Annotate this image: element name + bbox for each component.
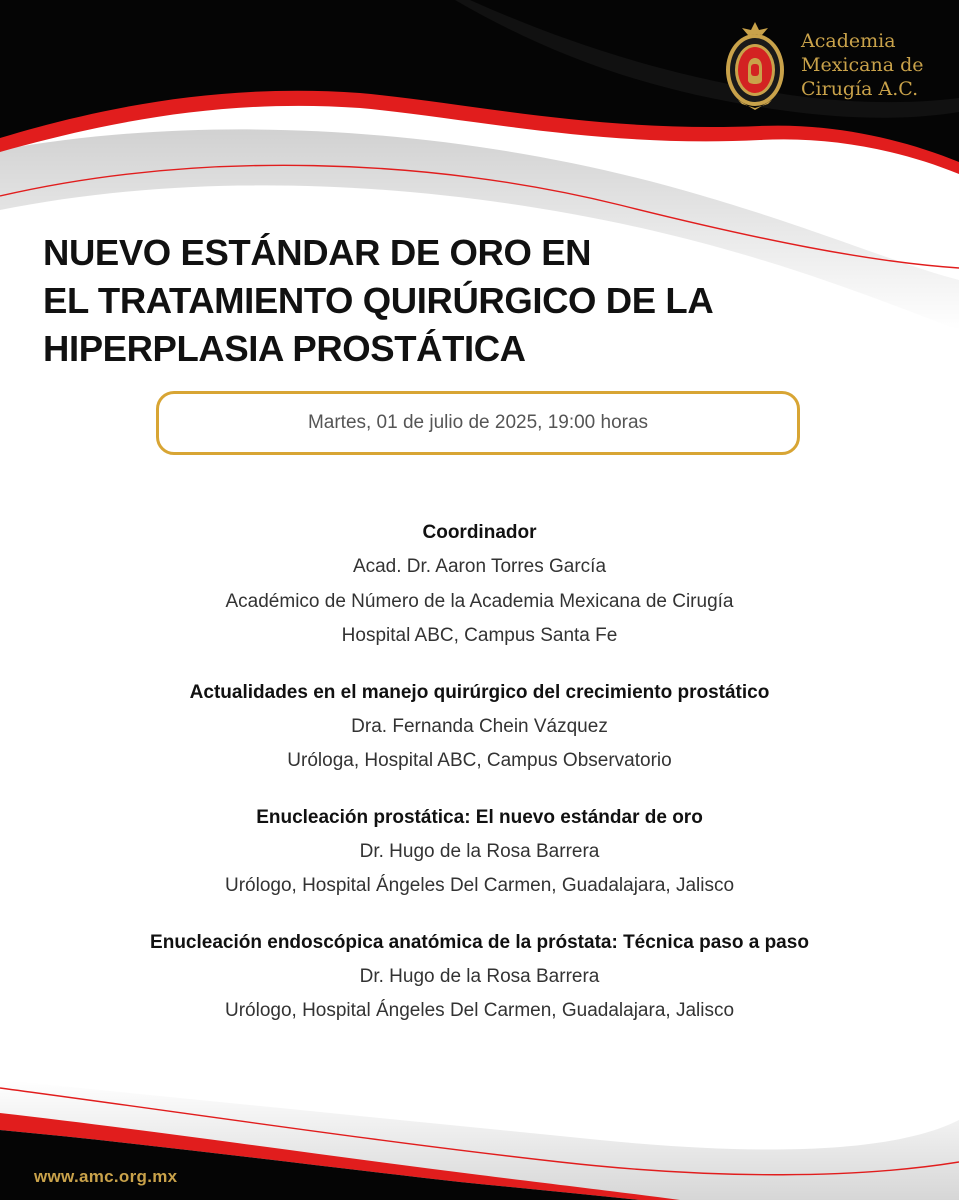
program-heading: Coordinador xyxy=(422,522,537,543)
academy-name-line: Mexicana de xyxy=(801,54,924,76)
event-date: Martes, 01 de julio de 2025, 19:00 horas xyxy=(307,412,649,433)
program-line: Urólogo, Hospital Ángeles Del Carmen, Guadalajara, Jalisco xyxy=(224,1000,735,1021)
program-heading: Actualidades en el manejo quirúrgico del crecimiento prostático xyxy=(189,681,770,703)
title-line: EL TRATAMIENTO QUIRÚRGICO DE LA xyxy=(43,280,714,321)
program-line: Académico de Número de la Academia Mexicana de Cirugía xyxy=(225,590,734,612)
program-list xyxy=(40,516,919,1051)
program-block-talk xyxy=(40,676,919,779)
title-line: NUEVO ESTÁNDAR DE ORO EN xyxy=(43,232,592,273)
program-line: Hospital ABC, Campus Santa Fe xyxy=(341,625,618,646)
program-line: Urólogo, Hospital Ángeles Del Carmen, Guadalajara, Jalisco xyxy=(224,875,735,896)
program-block-talk xyxy=(40,926,919,1029)
academy-seal-icon xyxy=(724,20,786,112)
program-line: Dr. Hugo de la Rosa Barrera xyxy=(359,965,600,987)
program-line: Dra. Fernanda Chein Vázquez xyxy=(351,715,608,737)
title-line: HIPERPLASIA PROSTÁTICA xyxy=(43,328,526,369)
program-block-coordinator xyxy=(40,516,919,654)
website-link[interactable]: www.amc.org.mx xyxy=(34,1167,178,1186)
program-line: Uróloga, Hospital ABC, Campus Observatorio xyxy=(287,750,672,771)
event-title xyxy=(43,229,903,373)
academy-name-line: Academia xyxy=(801,30,896,52)
program-heading: Enucleación prostática: El nuevo estándar de oro xyxy=(256,806,703,828)
program-line: Acad. Dr. Aaron Torres García xyxy=(352,556,607,577)
academy-logo xyxy=(724,20,934,115)
program-heading: Enucleación endoscópica anatómica de la próstata: Técnica paso a paso xyxy=(150,931,809,953)
academy-name xyxy=(801,29,936,101)
program-block-talk xyxy=(40,801,919,904)
event-date-box xyxy=(156,391,800,455)
program-line: Dr. Hugo de la Rosa Barrera xyxy=(359,840,600,862)
academy-name-line: Cirugía A.C. xyxy=(801,78,919,100)
